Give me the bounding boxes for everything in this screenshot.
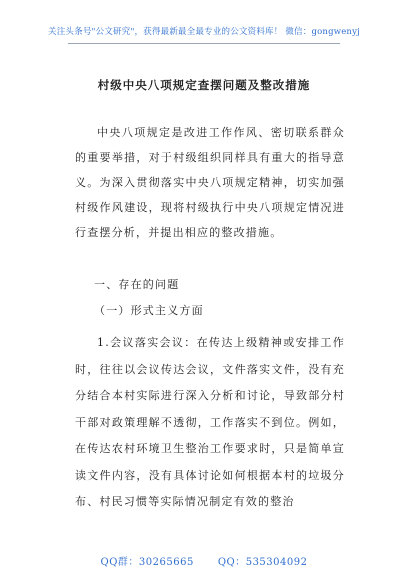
footer-qq: QQ：535304092 [217, 557, 308, 568]
section-heading: 一、存在的问题 [94, 278, 180, 291]
footer-qq-group: QQ群：30265665 [100, 557, 194, 568]
header-banner: 关注头条号"公文研究"，获得最新最全最专业的公文资料库！ 微信：gongwenyj [48, 27, 360, 37]
intro-paragraph: 中央八项规定是改进工作作风、密切联系群众的重要举措，对于村级组织同样具有重大的指导意义。为深入贯彻落实中央八项规定精神，切实加强村级作风建设，现将村级执行中央八项规定情况进行查摆分析，并提出相应的整改措施。 [75, 126, 345, 239]
document-title: 村级中央八项规定查摆问题及整改措施 [97, 78, 311, 92]
footer-banner [0, 553, 408, 568]
header-divider [68, 43, 340, 44]
item-1-paragraph: 1.会议落实会议：在传达上级精神或安排工作时，往往以会议传达会议，文件落实文件，没有充分结合本村实际进行深入分析和讨论，导致部分村干部对政策理解不透彻，工作落实不到位。例如，在传达农村环境卫生整治工作要求时，只是简单宣读文件内容，没有具体讨论如何根据本村的垃圾分布、村民习惯等实际情况制定有效的整治 [75, 336, 345, 508]
subsection-heading: （一）形式主义方面 [94, 304, 204, 317]
